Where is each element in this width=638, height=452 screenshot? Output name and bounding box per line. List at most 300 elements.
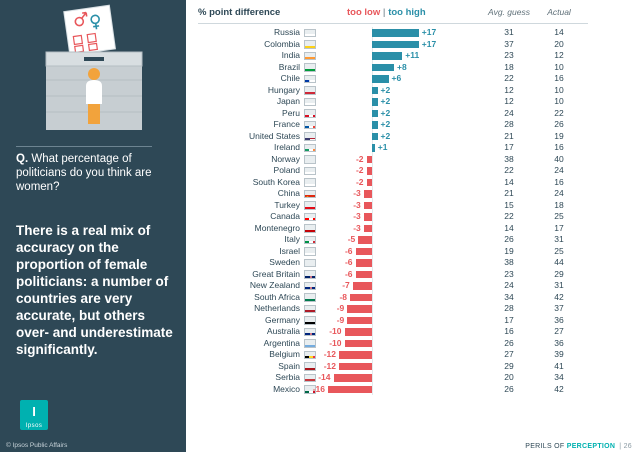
value-bar — [364, 213, 372, 221]
row-country-label: Belgium — [269, 349, 300, 359]
value-bar — [350, 294, 372, 302]
chart-title: % point difference — [198, 7, 281, 18]
row-country-label: South Korea — [252, 176, 300, 187]
row-actual: 24 — [554, 165, 564, 175]
row-actual: 16 — [554, 142, 564, 152]
column-header-actual: Actual — [547, 7, 571, 17]
zero-line — [372, 200, 373, 212]
chart-row — [192, 315, 632, 327]
flag-icon — [304, 305, 316, 314]
flag-icon — [304, 236, 316, 245]
row-avg-guess: 18 — [504, 61, 514, 72]
chart-row — [192, 39, 632, 51]
chart-row — [192, 338, 632, 350]
row-bar-area — [320, 188, 480, 200]
value-bar — [356, 248, 373, 256]
row-avg-guess: 21 — [504, 188, 514, 198]
row-avg-guess: 19 — [504, 245, 514, 256]
row-bar-area — [320, 372, 480, 384]
footer-copyright: © Ipsos Public Affairs — [0, 438, 186, 452]
row-country-label: Chile — [280, 73, 300, 83]
row-actual: 41 — [554, 360, 564, 371]
chart-row — [192, 188, 632, 200]
chart-row — [192, 384, 632, 396]
flag-icon — [304, 362, 316, 371]
row-bar-area — [320, 27, 480, 39]
value-label: -9 — [336, 303, 345, 313]
chart-row — [192, 62, 632, 74]
chart-row — [192, 257, 632, 269]
row-country-label: Peru — [282, 107, 300, 118]
row-actual: 31 — [554, 280, 564, 290]
row-avg-guess: 14 — [504, 176, 514, 187]
chart-row — [192, 27, 632, 39]
value-bar — [372, 52, 402, 60]
row-actual: 16 — [554, 176, 564, 187]
value-bar — [328, 386, 372, 394]
flag-icon — [304, 293, 316, 302]
value-label: +2 — [380, 96, 391, 106]
footer-title — [525, 443, 632, 450]
row-country-label: Great Britain — [252, 268, 300, 279]
chart-row — [192, 372, 632, 384]
row-avg-guess: 12 — [504, 84, 514, 95]
row-country-label: Poland — [273, 165, 300, 175]
row-actual: 24 — [554, 188, 564, 198]
flag-icon — [304, 52, 316, 61]
value-bar — [358, 236, 372, 244]
statement-text: There is a real mix of accuracy on the proportion of female politicians: a number of countries are very accurate, but others over- and underestimate significantly. — [16, 223, 173, 357]
value-bar — [356, 259, 373, 267]
column-header-avg-guess: Avg. guess — [488, 7, 530, 17]
value-label: -2 — [355, 153, 364, 164]
value-label: +2 — [380, 119, 391, 129]
chart-row — [192, 85, 632, 97]
ipsos-logo-word: Ipsos — [25, 423, 43, 429]
row-actual: 36 — [554, 314, 564, 325]
value-label: -6 — [344, 257, 353, 267]
row-actual: 17 — [554, 222, 564, 233]
chart-row — [192, 326, 632, 338]
chart-row — [192, 96, 632, 108]
flag-icon — [304, 144, 316, 153]
flag-icon — [304, 132, 316, 141]
row-bar-area — [320, 211, 480, 223]
value-label: -16 — [312, 383, 325, 394]
value-label: +2 — [380, 130, 391, 141]
row-actual: 39 — [554, 349, 564, 359]
row-actual: 10 — [554, 61, 564, 72]
value-label: -10 — [329, 326, 342, 336]
row-bar-area — [320, 108, 480, 120]
value-label: -6 — [344, 245, 353, 256]
zero-line — [372, 246, 373, 258]
row-bar-area — [320, 280, 480, 292]
chart-row — [192, 131, 632, 143]
value-label: +6 — [391, 73, 402, 83]
zero-line — [372, 177, 373, 189]
row-country-label: Australia — [266, 326, 300, 336]
zero-line — [372, 338, 373, 350]
row-country-label: India — [281, 50, 300, 60]
row-bar-area — [312, 383, 480, 396]
row-actual: 10 — [554, 84, 564, 95]
chart-header — [192, 6, 632, 24]
value-label: -9 — [336, 314, 345, 325]
chart-row — [192, 246, 632, 258]
row-country-label: Israel — [279, 245, 300, 256]
chart-row — [192, 292, 632, 304]
flag-icon — [304, 282, 316, 291]
footer — [0, 438, 638, 452]
row-bar-area — [320, 349, 480, 361]
row-country-label: New Zealand — [249, 280, 300, 290]
row-actual: 29 — [554, 268, 564, 279]
zero-line — [372, 280, 373, 292]
value-label: -3 — [353, 188, 361, 198]
row-avg-guess: 26 — [504, 234, 514, 244]
flag-icon — [304, 63, 316, 72]
value-label: -12 — [323, 349, 336, 359]
flag-icon — [304, 29, 316, 38]
row-bar-area — [320, 142, 480, 154]
row-actual: 40 — [554, 153, 564, 164]
row-avg-guess: 24 — [504, 280, 514, 290]
value-label: +8 — [397, 61, 407, 72]
chart-rows — [192, 27, 632, 395]
chart-row — [192, 108, 632, 120]
ballot-box-illustration — [0, 0, 186, 160]
row-bar-area — [320, 50, 480, 62]
value-label: -7 — [342, 280, 350, 290]
row-bar-area — [320, 303, 480, 315]
flag-icon — [304, 121, 316, 130]
row-actual: 27 — [554, 326, 564, 336]
value-label: -2 — [355, 165, 364, 175]
row-avg-guess: 17 — [504, 142, 514, 152]
row-bar-area — [320, 234, 480, 246]
chart-row — [192, 303, 632, 315]
zero-line — [372, 223, 373, 235]
legend-too-high: too high — [388, 7, 426, 18]
zero-line — [372, 154, 373, 166]
value-label: +17 — [421, 27, 437, 37]
row-avg-guess: 23 — [504, 50, 514, 60]
flag-icon — [304, 339, 316, 348]
question-body: What percentage of politicians do you think are women? — [16, 153, 152, 193]
value-label: -8 — [339, 291, 347, 302]
chart-row — [192, 234, 632, 246]
row-bar-area — [320, 39, 480, 51]
row-avg-guess: 22 — [504, 211, 514, 221]
flag-icon — [304, 316, 316, 325]
value-bar — [364, 190, 372, 198]
row-actual: 44 — [554, 257, 564, 267]
zero-line — [372, 211, 373, 223]
zero-line — [372, 188, 373, 200]
row-avg-guess: 31 — [504, 27, 514, 37]
chart-row — [192, 200, 632, 212]
chart-row — [192, 165, 632, 177]
value-label: +17 — [421, 38, 437, 49]
row-actual: 42 — [554, 291, 564, 302]
zero-line — [372, 315, 373, 327]
value-label: +11 — [405, 50, 420, 60]
chart — [192, 6, 632, 438]
row-bar-area — [320, 315, 480, 327]
left-panel — [0, 0, 186, 452]
value-bar — [372, 29, 419, 37]
row-country-label: Germany — [265, 314, 300, 325]
value-label: -10 — [329, 337, 342, 348]
flag-icon — [304, 155, 316, 164]
footer-title-bold: PERCEPTION — [566, 443, 616, 450]
row-country-label: Italy — [284, 234, 300, 244]
row-bar-area — [320, 338, 480, 350]
row-country-label: Hungary — [267, 84, 300, 95]
zero-line — [372, 384, 373, 396]
row-actual: 25 — [554, 211, 564, 221]
chart-row — [192, 349, 632, 361]
ipsos-logo — [20, 400, 48, 430]
row-actual: 19 — [554, 130, 564, 141]
row-actual: 26 — [554, 119, 564, 129]
row-bar-area — [320, 200, 480, 212]
value-bar — [364, 225, 372, 233]
chart-row — [192, 211, 632, 223]
zero-line — [372, 372, 373, 384]
row-bar-area — [320, 73, 480, 85]
row-actual: 16 — [554, 73, 564, 83]
row-country-label: Mexico — [273, 383, 300, 394]
flag-icon — [304, 178, 316, 187]
row-actual: 22 — [554, 107, 564, 118]
zero-line — [372, 326, 373, 338]
value-bar — [339, 363, 372, 371]
flag-icon — [304, 75, 316, 84]
row-actual: 20 — [554, 38, 564, 49]
row-bar-area — [320, 361, 480, 373]
chart-row — [192, 223, 632, 235]
row-country-label: Serbia — [275, 372, 300, 382]
value-bar — [372, 144, 375, 152]
row-actual: 42 — [554, 383, 564, 394]
value-label: +2 — [380, 84, 391, 95]
flag-icon — [304, 167, 316, 176]
value-bar — [372, 87, 378, 95]
value-label: -12 — [323, 360, 336, 371]
row-avg-guess: 12 — [504, 96, 514, 106]
row-country-label: Netherlands — [254, 303, 300, 313]
row-avg-guess: 17 — [504, 314, 514, 325]
zero-line — [372, 303, 373, 315]
chart-row — [192, 280, 632, 292]
row-actual: 31 — [554, 234, 564, 244]
zero-line — [372, 165, 373, 177]
row-avg-guess: 28 — [504, 303, 514, 313]
row-bar-area — [320, 257, 480, 269]
row-country-label: Argentina — [263, 337, 300, 348]
row-actual: 36 — [554, 337, 564, 348]
row-country-label: South Africa — [254, 291, 300, 302]
value-bar — [356, 271, 373, 279]
row-country-label: China — [277, 188, 300, 198]
footer-title-prefix: PERILS OF — [525, 443, 567, 450]
row-bar-area — [320, 246, 480, 258]
chart-row — [192, 142, 632, 154]
row-avg-guess: 14 — [504, 222, 514, 233]
flag-icon — [304, 86, 316, 95]
zero-line — [372, 292, 373, 304]
value-bar — [367, 167, 373, 175]
flag-icon — [304, 328, 316, 337]
row-avg-guess: 38 — [504, 153, 514, 164]
value-bar — [334, 374, 373, 382]
value-bar — [353, 282, 372, 290]
row-avg-guess: 29 — [504, 360, 514, 371]
value-bar — [339, 351, 372, 359]
row-bar-area — [320, 96, 480, 108]
value-bar — [364, 202, 372, 210]
row-avg-guess: 20 — [504, 372, 514, 382]
row-country-label: Colombia — [264, 38, 300, 49]
row-avg-guess: 27 — [504, 349, 514, 359]
row-country-label: Norway — [271, 153, 300, 164]
value-bar — [372, 75, 389, 83]
row-actual: 37 — [554, 303, 564, 313]
value-label: -5 — [347, 234, 356, 244]
row-avg-guess: 16 — [504, 326, 514, 336]
value-label: -3 — [353, 199, 361, 210]
flag-icon — [304, 109, 316, 118]
zero-line — [372, 257, 373, 269]
header-rule — [198, 23, 588, 24]
value-bar — [372, 64, 394, 72]
row-actual: 12 — [554, 50, 564, 60]
flag-icon — [304, 224, 316, 233]
row-avg-guess: 28 — [504, 119, 514, 129]
flag-icon — [304, 259, 316, 268]
row-country-label: Spain — [278, 360, 300, 371]
chart-legend — [347, 7, 426, 18]
row-actual: 18 — [554, 199, 564, 210]
row-avg-guess: 23 — [504, 268, 514, 279]
row-country-label: Turkey — [274, 199, 300, 210]
chart-row — [192, 269, 632, 281]
value-label: -6 — [344, 268, 353, 279]
ipsos-logo-mark: I — [32, 403, 36, 419]
question-label: Q. — [16, 153, 29, 165]
value-bar — [347, 305, 372, 313]
chart-row — [192, 361, 632, 373]
value-bar — [345, 340, 373, 348]
row-bar-area — [320, 119, 480, 131]
footer-page-number: | 26 — [619, 443, 632, 450]
row-bar-area — [320, 154, 480, 166]
flag-icon — [304, 351, 316, 360]
row-bar-area — [320, 223, 480, 235]
legend-separator: | — [382, 7, 386, 18]
row-avg-guess: 26 — [504, 383, 514, 394]
flag-icon — [304, 40, 316, 49]
value-label: -3 — [353, 211, 361, 221]
zero-line — [372, 349, 373, 361]
flag-icon — [304, 98, 316, 107]
value-bar — [345, 328, 373, 336]
row-bar-area — [320, 177, 480, 189]
row-actual: 10 — [554, 96, 564, 106]
row-country-label: France — [273, 119, 300, 129]
value-bar — [347, 317, 372, 325]
flag-icon — [304, 190, 316, 199]
legend-too-low: too low — [347, 7, 381, 18]
value-label: -2 — [355, 176, 364, 187]
row-country-label: Sweden — [269, 257, 300, 267]
value-label: -14 — [318, 372, 331, 382]
chart-row — [192, 50, 632, 62]
row-country-label: Montenegro — [254, 222, 300, 233]
row-avg-guess: 21 — [504, 130, 514, 141]
row-avg-guess: 34 — [504, 291, 514, 302]
row-country-label: Brazil — [278, 61, 300, 72]
row-bar-area — [320, 85, 480, 97]
row-bar-area — [320, 131, 480, 143]
flag-icon — [304, 270, 316, 279]
row-country-label: Japan — [276, 96, 300, 106]
row-avg-guess: 15 — [504, 199, 514, 210]
row-avg-guess: 26 — [504, 337, 514, 348]
row-avg-guess: 22 — [504, 73, 514, 83]
panel-divider — [16, 146, 152, 147]
row-actual: 14 — [554, 27, 564, 37]
row-country-label: Ireland — [274, 142, 300, 152]
chart-row — [192, 119, 632, 131]
row-actual: 25 — [554, 245, 564, 256]
row-avg-guess: 24 — [504, 107, 514, 118]
row-country-label: Russia — [274, 27, 300, 37]
value-bar — [372, 133, 378, 141]
row-bar-area — [320, 326, 480, 338]
row-bar-area — [320, 292, 480, 304]
value-bar — [372, 121, 378, 129]
value-label: -3 — [353, 222, 361, 233]
value-bar — [372, 41, 419, 49]
value-bar — [367, 179, 373, 187]
flag-icon — [304, 247, 316, 256]
zero-line — [372, 361, 373, 373]
value-bar — [367, 156, 373, 164]
chart-row — [192, 177, 632, 189]
row-country-label: Canada — [270, 211, 300, 221]
row-bar-area — [320, 269, 480, 281]
zero-line — [372, 234, 373, 246]
row-bar-area — [320, 62, 480, 74]
value-label: +2 — [380, 107, 391, 118]
value-bar — [372, 98, 378, 106]
row-actual: 34 — [554, 372, 564, 382]
flag-icon — [304, 201, 316, 210]
value-label: +1 — [377, 142, 388, 152]
row-country-label: United States — [248, 130, 300, 141]
row-avg-guess: 37 — [504, 38, 514, 49]
question-text — [16, 152, 171, 194]
chart-row — [192, 73, 632, 85]
value-bar — [372, 110, 378, 118]
row-bar-area — [320, 165, 480, 177]
row-avg-guess: 22 — [504, 165, 514, 175]
chart-row — [192, 154, 632, 166]
row-avg-guess: 38 — [504, 257, 514, 267]
